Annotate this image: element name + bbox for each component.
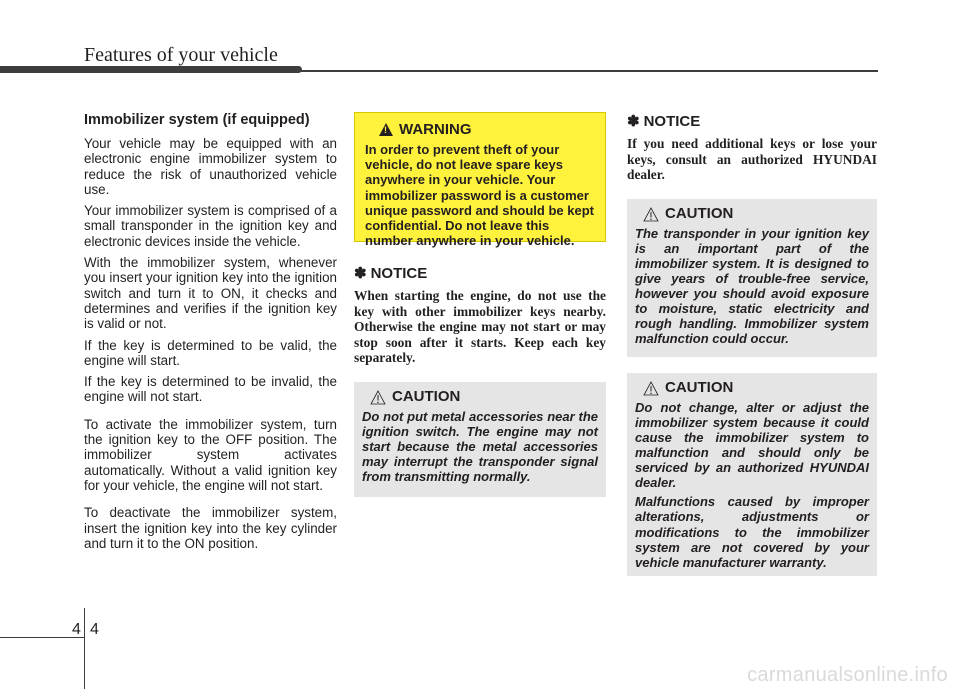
header-bar: [0, 66, 302, 73]
notice-title: NOTICE: [643, 112, 701, 130]
page-number: 4: [90, 621, 99, 638]
caution-triangle-icon: [370, 390, 386, 405]
caution-title-row: [370, 388, 598, 405]
notice-text: If you need additional keys or lose your keys, consult an authorized HYUNDAI dealer.: [627, 136, 877, 183]
caution-triangle-icon: [643, 381, 659, 396]
paragraph: To deactivate the immobilizer system, insert the ignition key into the key cylinder and turn it to the ON position.: [84, 505, 337, 551]
caution-text: Malfunctions caused by improper alterations, adjustments or modifications to the immobilizer system are not covered by your vehicle manufacturer warranty.: [635, 494, 869, 570]
page-title: Features of your vehicle: [84, 44, 278, 66]
immobilizer-column: [84, 112, 337, 557]
notice-star-icon: ✽: [627, 113, 640, 130]
caution-text: Do not change, alter or adjust the immobilizer system because it could cause the immobilizer system to malfunction and should only be serviced by an authorized HYUNDAI dealer.: [635, 399, 869, 491]
section-heading: Immobilizer system (if equipped): [84, 112, 310, 128]
notice-star-icon: ✽: [354, 265, 367, 282]
caution-box: [627, 373, 877, 576]
watermark: carmanualsonline.info: [747, 664, 948, 686]
caution-title: CAUTION: [665, 378, 734, 396]
warning-text: In order to prevent theft of your vehicle, do not leave spare keys anywhere in your vehicle. Your immobilizer password is a customer unique password and should be kept confidential. Do not leave this number anywhere in your vehicle.: [365, 142, 594, 249]
notice-title: NOTICE: [370, 264, 428, 282]
notice-heading: [627, 112, 877, 130]
caution-text: The transponder in your ignition key is an important part of the immobilizer system. It is designed to give years of trouble-free service, however you should avoid exposure to moisture, static electricity and rough handling. Immobilizer system malfunction could occur.: [635, 225, 869, 347]
header-rule: [300, 70, 878, 72]
paragraph: Your vehicle may be equipped with an electronic engine immobilizer system to reduce the risk of unauthorized vehicle use.: [84, 136, 337, 197]
footer-divider: [84, 608, 85, 689]
caution-title-row: [643, 205, 869, 222]
warning-title: WARNING: [399, 121, 472, 138]
warning-title-row: [379, 121, 595, 138]
caution-triangle-icon: [643, 207, 659, 222]
notice-heading: [354, 264, 606, 282]
caution-box: [354, 382, 606, 497]
middle-column: [354, 112, 606, 497]
caution-box: [627, 199, 877, 357]
chapter-number: 4: [72, 621, 81, 638]
notice-block: [354, 264, 606, 366]
caution-text: Do not put metal accessories near the ignition switch. The engine may not start because the metal accessories may interrupt the transponder signal from transmitting normally.: [362, 408, 598, 485]
paragraph: If the key is determined to be invalid, the engine will not start.: [84, 374, 337, 405]
right-column: [627, 112, 877, 576]
paragraph: If the key is determined to be valid, the engine will start.: [84, 337, 337, 368]
warning-box: [354, 112, 606, 249]
notice-text: When starting the engine, do not use the key with other immobilizer keys nearby. Otherwise the engine may not start or may stop soon after it starts. Keep each key separately.: [354, 288, 606, 366]
caution-title-row: [643, 379, 869, 396]
paragraph: To activate the immobilizer system, turn the ignition key to the OFF position. The immobilizer system activates automatically. Without a valid ignition key for your vehicle, the engine will not start.: [84, 416, 337, 493]
notice-block: [627, 112, 877, 183]
paragraph: Your immobilizer system is comprised of a small transponder in the ignition key and electronic devices inside the vehicle.: [84, 203, 337, 249]
warning-triangle-icon: !: [379, 123, 393, 136]
paragraph: With the immobilizer system, whenever you insert your ignition key into the ignition switch and turn it to ON, it checks and determines and verifies if the ignition key is valid or not.: [84, 255, 337, 332]
caution-title: CAUTION: [392, 387, 461, 405]
caution-title: CAUTION: [665, 204, 734, 222]
